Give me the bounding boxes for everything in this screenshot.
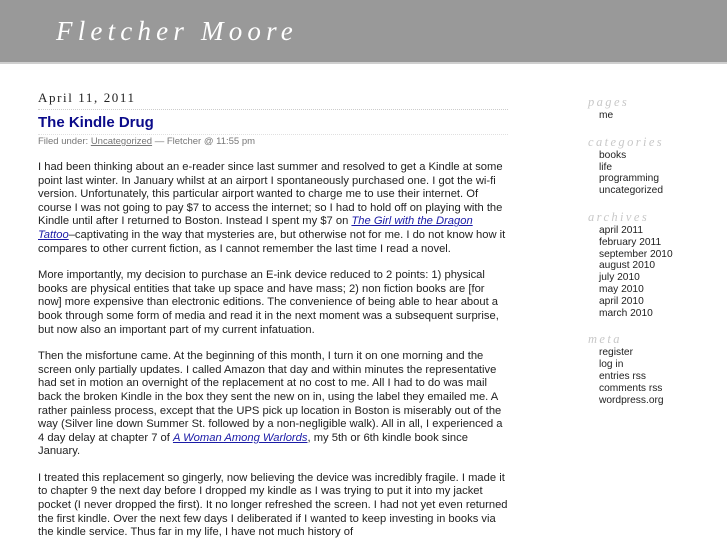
login-link[interactable]: log in xyxy=(599,359,624,371)
paragraph-text: , my 5th or 6th kindle book since January. xyxy=(38,431,468,458)
book-link-woman-among-warlords[interactable]: A Woman Among Warlords xyxy=(172,431,308,444)
post-body xyxy=(38,161,508,540)
archive-link[interactable]: april 2011 xyxy=(599,224,643,236)
meta-at: @ xyxy=(201,136,217,147)
category-link-programming[interactable]: programming xyxy=(599,173,660,185)
site-header xyxy=(0,0,727,64)
wordpress-org-link[interactable]: wordpress.org xyxy=(599,394,664,406)
category-link-books[interactable]: books xyxy=(599,149,627,161)
sidebar-heading-categories: categories xyxy=(588,134,665,149)
archive-link[interactable]: february 2011 xyxy=(599,236,662,248)
book-link-dragon-tattoo[interactable]: The Girl with the Dragon Tattoo xyxy=(38,215,473,241)
paragraph-text: I had been thinking about an e-reader since last summer and resolved to get a Kindle at some point last winter. In January whilst at an airport I spontaneously purchased one. I got the wi-fi version. Unfortunately, this particular airport wanted to charge me to use their internet. Of course I was not going to pay $7 to access the internet; so I had to hold off on playing with the Kindle until after I returned to Boston. Instead I spent my $7 on xyxy=(38,161,503,228)
paragraph-3 xyxy=(38,350,508,459)
archive-link[interactable]: september 2010 xyxy=(599,248,673,260)
post-author: Fletcher xyxy=(166,136,202,147)
post-meta xyxy=(38,135,508,149)
entries-rss-link[interactable]: entries rss xyxy=(599,370,646,382)
main-content xyxy=(38,90,508,540)
archives-list xyxy=(599,225,718,319)
comments-rss-link[interactable]: comments rss xyxy=(599,382,663,394)
category-link-life[interactable]: life xyxy=(599,161,613,173)
sidebar-heading-archives: archives xyxy=(588,209,650,224)
archive-link[interactable]: may 2010 xyxy=(599,283,644,295)
meta-list xyxy=(599,347,718,406)
sidebar-link-me[interactable]: me xyxy=(599,110,614,121)
paragraph-4: I treated this replacement so gingerly, now believing the device was incredibly fragile. I made it to chapter 9 the next day before I dropped my kindle as I was trying to put it into my jacket pocket (I never dropped the first). It no longer refreshed the screen. I had not yet even returned the first kindle. Over the next few days I deliberated if I wanted to keep investing in books via the kindle service. Thus far in my life, I have not much history of xyxy=(38,471,508,539)
categories-list xyxy=(599,150,718,197)
filed-under-label: Filed under: xyxy=(38,136,91,147)
post-title-link[interactable]: The Kindle Drug xyxy=(38,113,508,135)
archive-link[interactable]: march 2010 xyxy=(599,307,653,319)
site-title[interactable]: Fletcher Moore xyxy=(56,16,298,46)
category-link-uncategorized-sidebar[interactable]: uncategorized xyxy=(599,185,664,197)
sidebar-heading-pages: pages xyxy=(588,95,630,109)
archive-link[interactable]: july 2010 xyxy=(599,272,640,284)
archive-link[interactable]: august 2010 xyxy=(599,260,656,272)
paragraph-2: More importantly, my decision to purchase an E-ink device reduced to 2 points: 1) physical books are physical entities that take up space and have mass; 2) non fiction books are [for now] more expensive than electronic editions. The convenience of being able to hear about a book through some form of media and read it in the next moment was a subsequent surprise, but now also an important part of my current infatuation. xyxy=(38,269,499,336)
paragraph-text: –captivating in the way that mysteries are, but otherwise not for me. I do not know how it compares to other current fiction, as I cannot remember the last time I read a novel. xyxy=(38,228,506,255)
meta-separator: — xyxy=(152,136,167,147)
sidebar-heading-meta: meta xyxy=(588,332,622,347)
pages-list xyxy=(599,110,718,122)
archive-link[interactable]: april 2010 xyxy=(599,295,644,307)
sidebar xyxy=(588,95,718,419)
category-link-uncategorized[interactable]: Uncategorized xyxy=(90,136,153,147)
paragraph-1 xyxy=(38,161,508,256)
register-link[interactable]: register xyxy=(599,347,633,359)
paragraph-text: Then the misfortune came. At the beginning of this month, I turn it on one morning and the screen only partially updates. I called Amazon that day and within minutes the representative had set in motion an overnight of the replacement at no cost to me. All I had to do was mail back the broken Kindle in the box they sent the new on in, using the label they emailed me. A rather painless process, except that the UPS pick up location in Boston is miserably out of the way (Silver line down Summer St. followed by a non-negligible walk). All in all, I experienced a 4 day delay at chapter 7 of xyxy=(38,350,503,444)
post-date: April 11, 2011 xyxy=(38,90,508,110)
post-time: 11:55 pm xyxy=(216,136,256,147)
